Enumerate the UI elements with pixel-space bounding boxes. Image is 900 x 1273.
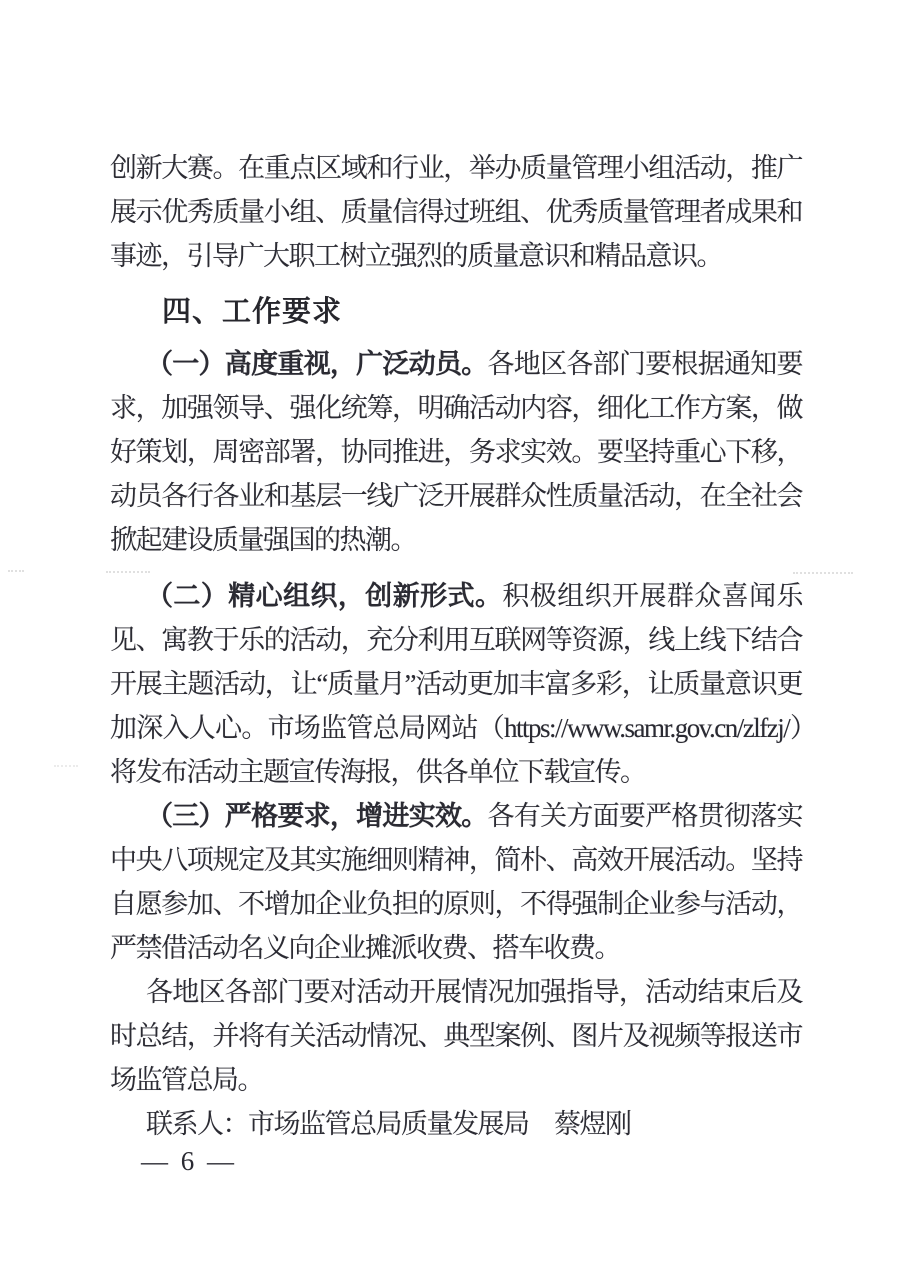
paragraph-intro-continuation: 创新大赛。在重点区域和行业，举办质量管理小组活动，推广展示优秀质量小组、质量信得过班组、优秀质量管理者成果和事迹，引导广大职工树立强烈的质量意识和精品意识。: [110, 153, 802, 271]
paragraph-item-1-body: 各地区各部门要根据通知要求，加强领导、强化统筹，明确活动内容，细化工作方案，做好策划，周密部署，协同推进，务求实效。要坚持重心下移，动员各行各业和基层一线广泛开展群众性质量活动，在全社会掀起建设质量强国的热潮。: [110, 349, 803, 555]
paragraph-item-1: [110, 342, 802, 562]
paragraph-item-2-lead: （二）精心组织，创新形式。: [146, 581, 503, 611]
paragraph-item-2-body: 积极组织开展群众喜闻乐见、寓教于乐的活动，充分利用互联网等资源，线上线下结合开展主题活动，让“质量月”活动更加丰富多彩，让质量意识更加深入人心。市场监管总局网站（https://www.samr.gov.cn/zlfzj/）将发布活动主题宣传海报，供各单位下载宣传。: [110, 581, 803, 787]
paragraph-item-1-lead: （一）高度重视，广泛动员。: [146, 349, 488, 379]
scan-artifact: [106, 571, 150, 575]
paragraph-contact: 联系人：市场监管总局质量发展局 蔡煜刚: [146, 1109, 631, 1139]
paragraph-item-2: [110, 574, 802, 794]
paragraph-item-3-body: 各有关方面要严格贯彻落实中央八项规定及其实施细则精神，简朴、高效开展活动。坚持自愿参加、不增加企业负担的原则，不得强制企业参与活动，严禁借活动名义向企业摊派收费、搭车收费。: [110, 801, 803, 963]
scan-artifact: [8, 570, 24, 574]
scan-artifact: [54, 765, 78, 769]
scan-artifact: [793, 572, 853, 576]
paragraph-item-3: [110, 794, 802, 970]
paragraph-closing: 各地区各部门要对活动开展情况加强指导，活动结束后及时总结，并将有关活动情况、典型案例、图片及视频等报送市场监管总局。: [110, 977, 802, 1095]
section-heading: 四、工作要求: [162, 296, 343, 328]
paragraph-item-3-lead: （三）严格要求，增进实效。: [146, 801, 488, 831]
page-number: — 6 —: [141, 1146, 237, 1176]
document-text-block: [110, 146, 802, 1146]
